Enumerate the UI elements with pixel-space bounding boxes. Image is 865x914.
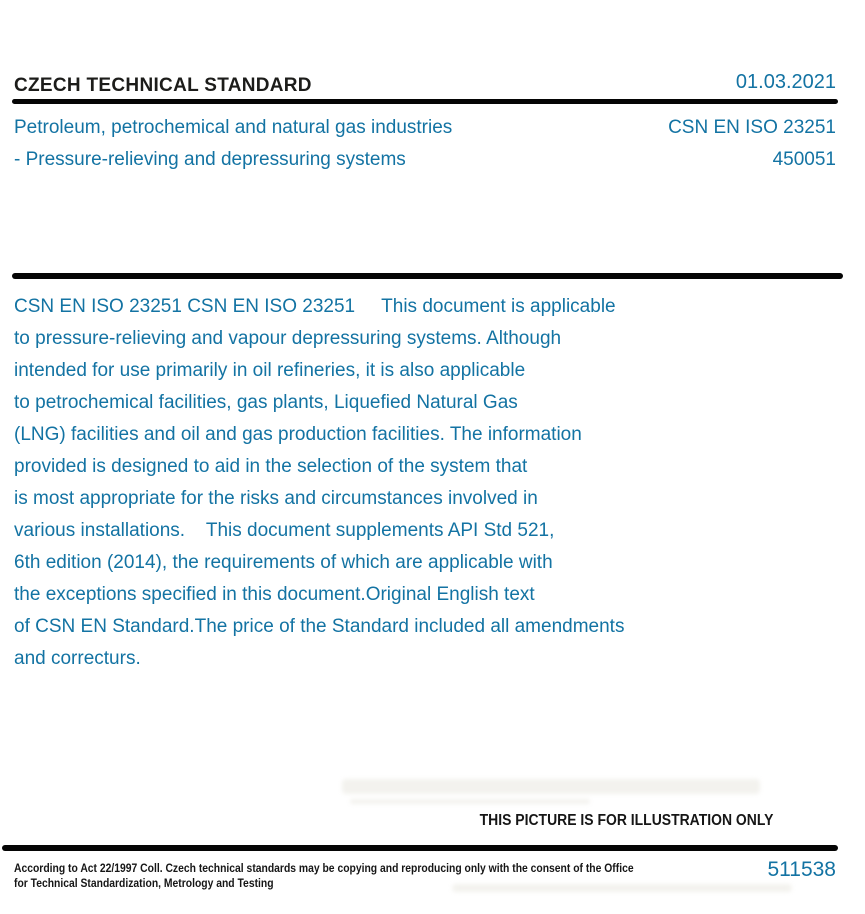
class-number: 450051 bbox=[772, 149, 836, 170]
illustration-disclaimer: THIS PICTURE IS FOR ILLUSTRATION ONLY bbox=[479, 812, 773, 829]
abstract-line: of CSN EN Standard.The price of the Standard included all amendments bbox=[14, 616, 625, 637]
standard-title-line-2: - Pressure-relieving and depressuring systems bbox=[14, 149, 406, 170]
abstract-line: provided is designed to aid in the selection of the system that bbox=[14, 456, 528, 477]
abstract-line: (LNG) facilities and oil and gas production facilities. The information bbox=[14, 424, 582, 445]
page-title: CZECH TECHNICAL STANDARD bbox=[14, 75, 312, 96]
abstract-text bbox=[14, 291, 624, 675]
abstract-line: to petrochemical facilities, gas plants, Liquefied Natural Gas bbox=[14, 392, 518, 413]
faint-watermark bbox=[342, 779, 760, 794]
faint-watermark bbox=[452, 884, 792, 892]
abstract-divider bbox=[12, 273, 843, 279]
abstract-line: and correcturs. bbox=[14, 648, 141, 669]
abstract-line: 6th edition (2014), the requirements of which are applicable with bbox=[14, 552, 553, 573]
abstract-line: intended for use primarily in oil refineries, it is also applicable bbox=[14, 360, 526, 381]
footer-legal-line-2: for Technical Standardization, Metrology and Testing bbox=[14, 878, 274, 890]
issue-date: 01.03.2021 bbox=[735, 71, 836, 93]
abstract-line: the exceptions specified in this document.Original English text bbox=[14, 584, 535, 605]
footer-divider bbox=[2, 845, 838, 851]
faint-watermark bbox=[350, 799, 590, 804]
abstract-line: is most appropriate for the risks and circumstances involved in bbox=[14, 488, 538, 509]
abstract-line: CSN EN ISO 23251 CSN EN ISO 23251 This document is applicable bbox=[14, 296, 616, 317]
standard-code: CSN EN ISO 23251 bbox=[668, 117, 836, 138]
abstract-line: various installations. This document supplements API Std 521, bbox=[14, 520, 555, 541]
abstract-line: to pressure-relieving and vapour depressuring systems. Although bbox=[14, 328, 562, 349]
document-number: 511538 bbox=[767, 858, 836, 881]
header-divider bbox=[12, 99, 838, 104]
footer-legal-line-1: According to Act 22/1997 Coll. Czech technical standards may be copying and reproducing only with the consent of the Office bbox=[14, 863, 634, 875]
standard-title-line-1: Petroleum, petrochemical and natural gas industries bbox=[14, 117, 453, 138]
